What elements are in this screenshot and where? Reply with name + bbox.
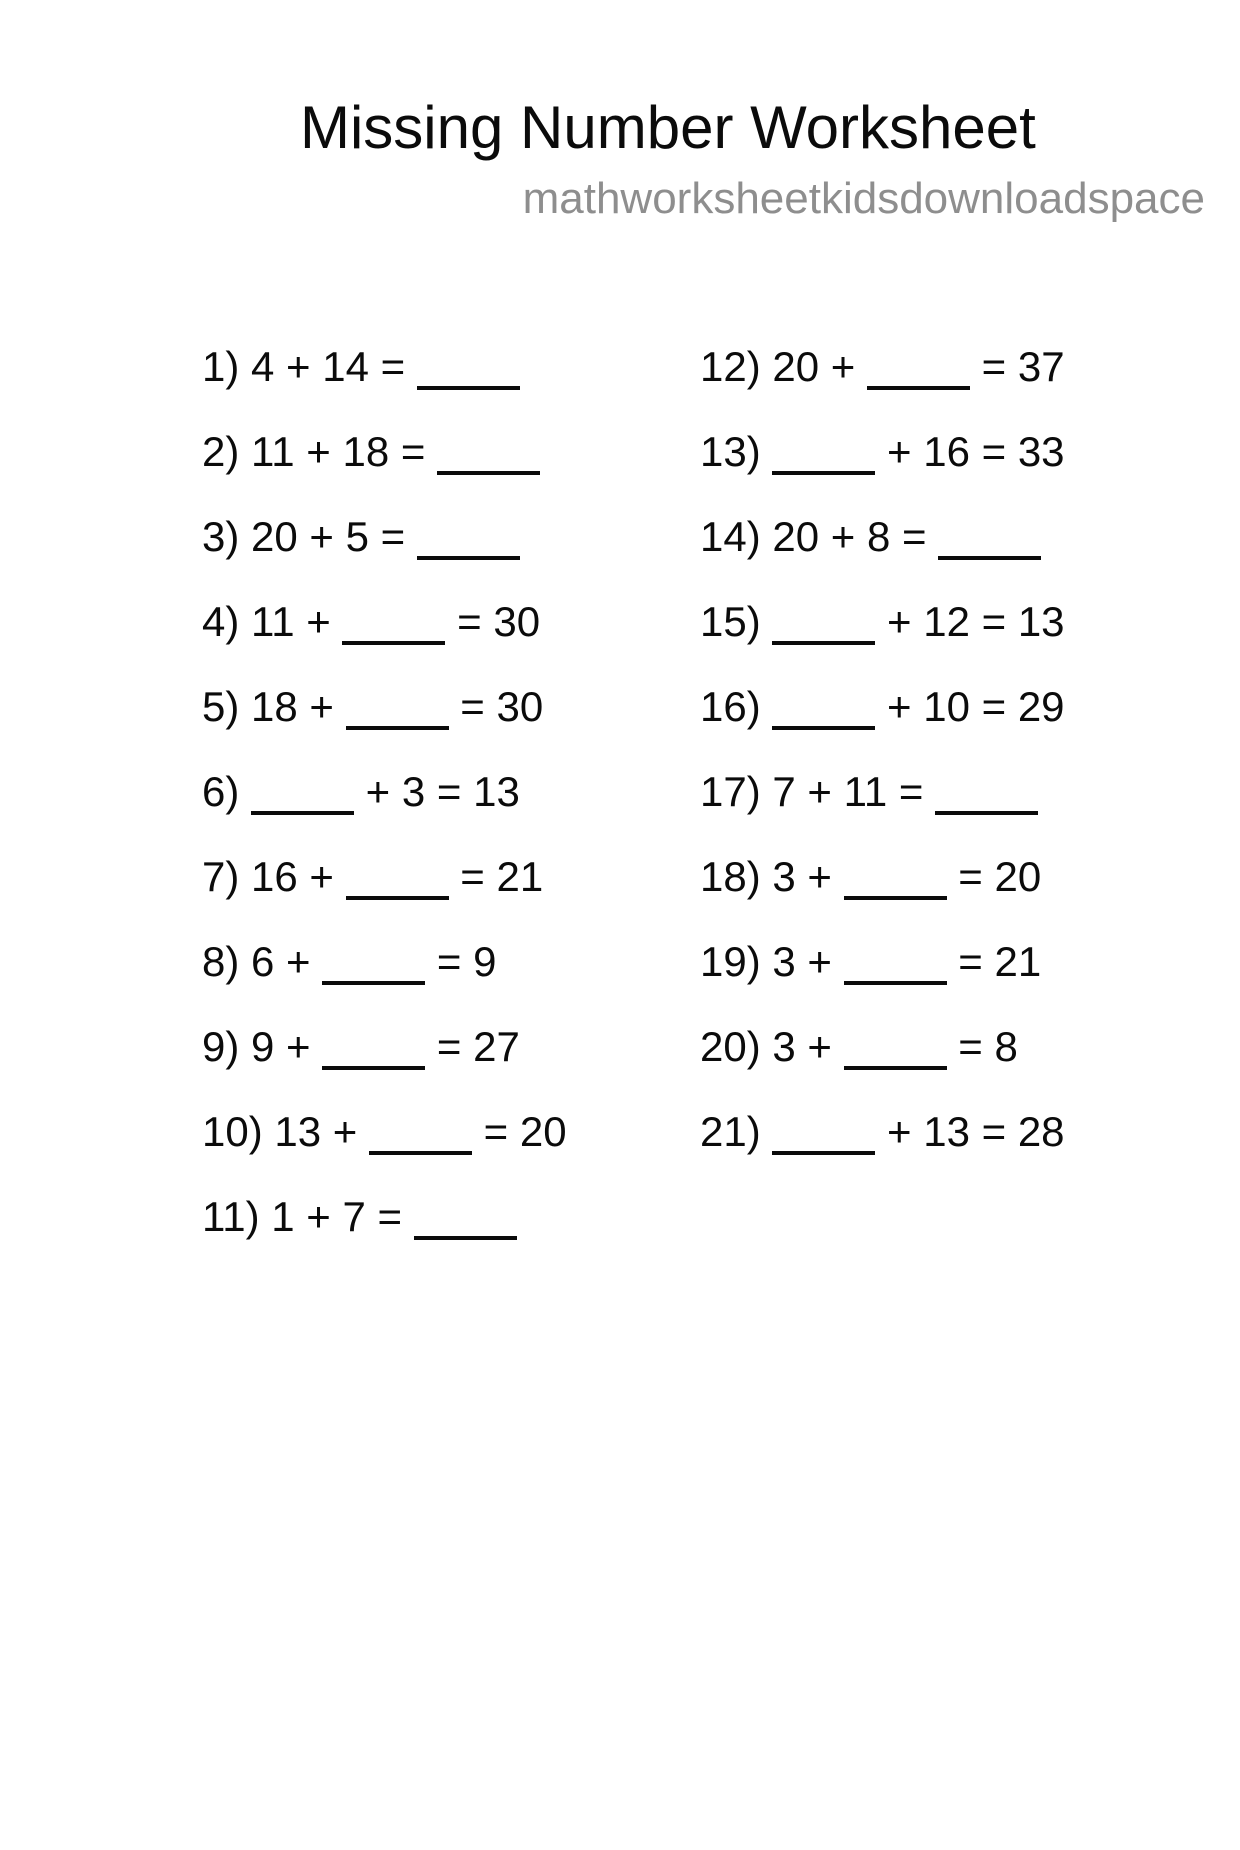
problems-column-left: [202, 324, 700, 1259]
problem-text: = 20: [471, 1108, 567, 1155]
problem-row: [202, 749, 700, 834]
problem-text: = 30: [445, 598, 541, 645]
problem-row: [202, 664, 700, 749]
problem-text: 3 +: [772, 1023, 844, 1070]
answer-blank: [342, 605, 445, 645]
problem-number: 6): [202, 768, 252, 815]
answer-blank: [772, 605, 875, 645]
problem-number: 20): [700, 1023, 773, 1070]
problem-number: 21): [700, 1108, 773, 1155]
problem-row: [202, 324, 700, 409]
problem-number: 4): [202, 598, 252, 645]
problem-number: 14): [700, 513, 773, 560]
problem-row: [700, 749, 1240, 834]
problem-text: = 21: [946, 938, 1042, 985]
problem-text: + 13 = 28: [875, 1108, 1065, 1155]
problem-text: 1 + 7 =: [271, 1193, 414, 1240]
problem-row: [202, 1174, 700, 1259]
problem-text: = 27: [425, 1023, 520, 1070]
problem-text: 20 + 8 =: [772, 513, 939, 560]
problem-row: [202, 494, 700, 579]
problem-row: [700, 579, 1240, 664]
answer-blank: [844, 1030, 947, 1070]
problem-number: 16): [700, 683, 773, 730]
problem-text: + 16 = 33: [875, 428, 1065, 475]
problem-number: 5): [202, 683, 252, 730]
problem-number: 11): [202, 1193, 272, 1240]
problem-number: 3): [202, 513, 252, 560]
problem-text: 6 +: [251, 938, 323, 985]
problem-number: 8): [202, 938, 252, 985]
problem-number: 1): [202, 343, 252, 390]
problem-number: 7): [202, 853, 252, 900]
problem-row: [202, 919, 700, 1004]
problem-row: [202, 409, 700, 494]
problem-number: 13): [700, 428, 773, 475]
problem-text: + 3 = 13: [354, 768, 520, 815]
problem-row: [202, 1004, 700, 1089]
problem-text: 4 + 14 =: [251, 343, 417, 390]
problem-text: = 37: [969, 343, 1065, 390]
problem-number: 19): [700, 938, 773, 985]
page-title: Missing Number Worksheet: [300, 94, 1036, 161]
problem-row: [700, 494, 1240, 579]
answer-blank: [417, 520, 520, 560]
problem-text: = 9: [425, 938, 497, 985]
problem-row: [700, 1089, 1240, 1174]
problem-text: + 10 = 29: [875, 683, 1065, 730]
problem-row: [700, 409, 1240, 494]
problem-text: 3 +: [772, 938, 844, 985]
problem-number: 15): [700, 598, 773, 645]
problem-text: = 8: [946, 1023, 1018, 1070]
problem-number: 18): [700, 853, 773, 900]
problem-number: 2): [202, 428, 252, 475]
answer-blank: [414, 1200, 517, 1240]
problem-row: [700, 919, 1240, 1004]
answer-blank: [772, 690, 875, 730]
answer-blank: [369, 1115, 472, 1155]
answer-blank: [322, 1030, 425, 1070]
problem-text: 7 + 11 =: [772, 768, 936, 815]
problem-row: [700, 834, 1240, 919]
answer-blank: [844, 945, 947, 985]
problem-row: [700, 664, 1240, 749]
problem-number: 10): [202, 1108, 275, 1155]
problem-text: = 21: [448, 853, 544, 900]
problem-row: [700, 324, 1240, 409]
answer-blank: [772, 1115, 875, 1155]
watermark-text: mathworksheetkidsdownloadspace: [522, 174, 1205, 223]
worksheet-page: [0, 96, 1240, 1850]
answer-blank: [346, 690, 449, 730]
problem-number: 17): [700, 768, 773, 815]
problem-text: + 12 = 13: [875, 598, 1065, 645]
answer-blank: [772, 435, 875, 475]
problem-number: 12): [700, 343, 773, 390]
answer-blank: [417, 350, 520, 390]
problem-text: 16 +: [251, 853, 346, 900]
problem-row: [202, 1089, 700, 1174]
answer-blank: [437, 435, 540, 475]
problem-text: 9 +: [251, 1023, 323, 1070]
answer-blank: [935, 775, 1038, 815]
problems-column-right: [700, 324, 1240, 1259]
problem-text: = 20: [946, 853, 1042, 900]
problem-row: [202, 579, 700, 664]
answer-blank: [867, 350, 970, 390]
answer-blank: [844, 860, 947, 900]
problem-text: 11 +: [251, 598, 343, 645]
problem-text: = 30: [448, 683, 544, 730]
problem-text: 20 +: [772, 343, 867, 390]
problem-text: 11 + 18 =: [251, 428, 438, 475]
problem-text: 20 + 5 =: [251, 513, 417, 560]
problem-text: 3 +: [772, 853, 844, 900]
answer-blank: [346, 860, 449, 900]
problem-number: 9): [202, 1023, 252, 1070]
answer-blank: [322, 945, 425, 985]
answer-blank: [251, 775, 354, 815]
problem-row: [700, 1004, 1240, 1089]
problems-grid: [202, 324, 1240, 1259]
answer-blank: [938, 520, 1041, 560]
problem-row: [202, 834, 700, 919]
problem-text: 13 +: [274, 1108, 369, 1155]
problem-text: 18 +: [251, 683, 346, 730]
